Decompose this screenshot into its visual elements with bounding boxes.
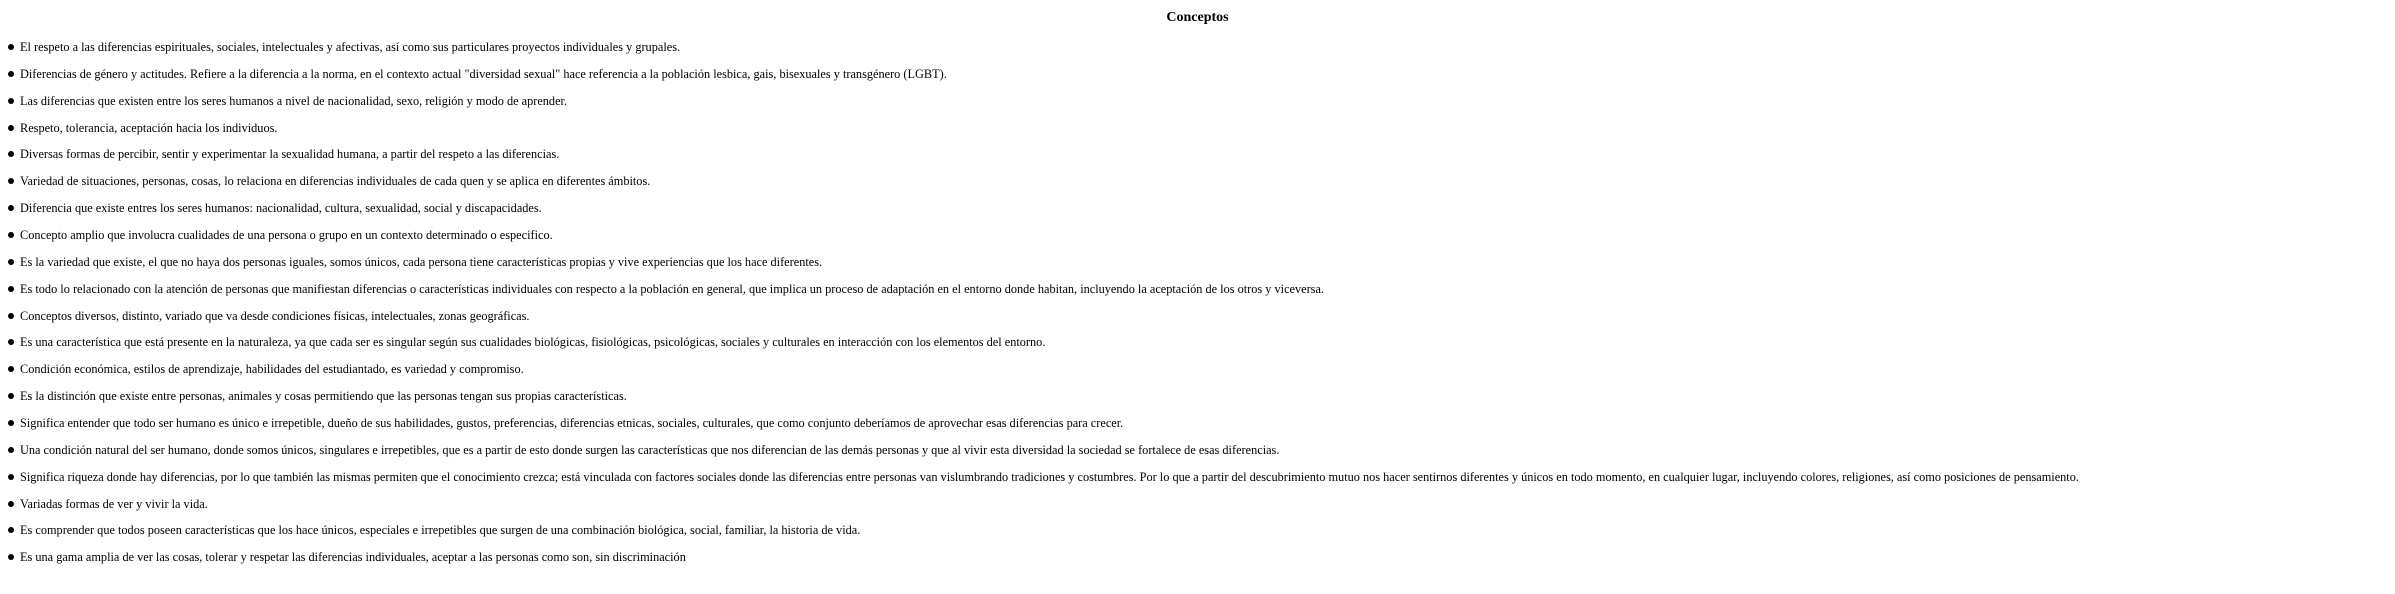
list-item-text: Es la distinción que existe entre personas, animales y cosas permitiendo que las personas tengan sus propias características. (20, 389, 627, 404)
list-item-text: Diferencias de género y actitudes. Refiere a la diferencia a la norma, en el contexto actual "diversidad sexual" hace referencia a la población lesbica, gais, bisexuales y transgénero (LGBT). (20, 66, 947, 81)
list-item (8, 226, 553, 244)
bullet-icon (8, 474, 14, 480)
bullet-icon (8, 232, 14, 238)
bullet-icon (8, 151, 14, 157)
list-item (8, 253, 822, 271)
list-item-text: Respeto, tolerancia, aceptación hacia los individuos. (20, 120, 278, 135)
bullet-icon (8, 420, 14, 426)
bullet-icon (8, 44, 14, 50)
list-item (8, 92, 567, 110)
list-item (8, 172, 650, 190)
list-item-text: Es comprender que todos poseen características que los hace únicos, especiales e irrepetibles que surgen de una combinación biológica, social, familiar, la historia de vida. (20, 523, 861, 538)
list-item (8, 280, 1324, 298)
list-item-text: Diversas formas de percibir, sentir y experimentar la sexualidad humana, a partir del respeto a las diferencias. (20, 147, 560, 162)
bullet-icon (8, 501, 14, 507)
bullet-icon (8, 98, 14, 104)
bullet-icon (8, 527, 14, 533)
bullet-icon (8, 178, 14, 184)
list-item (8, 145, 559, 163)
list-item (8, 468, 2079, 486)
list-item-text: Es una gama amplia de ver las cosas, tolerar y respetar las diferencias individuales, aceptar a las personas como son, sin discriminación (20, 550, 686, 565)
list-item-text: Condición económica, estilos de aprendizaje, habilidades del estudiantado, es variedad y compromiso. (20, 362, 524, 377)
bullet-icon (8, 205, 14, 211)
list-item (8, 441, 1279, 459)
list-item (8, 199, 542, 217)
list-item (8, 38, 680, 56)
bullet-icon (8, 393, 14, 399)
bullet-icon (8, 71, 14, 77)
list-item (8, 360, 524, 378)
list-item-text: Es todo lo relacionado con la atención de personas que manifiestan diferencias o características individuales con respecto a la población en general, que implica un proceso de adaptación en el entorno donde habitan, incluyendo la aceptación de los otros y viceversa. (20, 281, 1324, 296)
bullet-icon (8, 447, 14, 453)
list-item (8, 307, 530, 325)
list-item-text: Significa entender que todo ser humano es único e irrepetible, dueño de sus habilidades, gustos, preferencias, diferencias etnicas, sociales, culturales, que como conjunto deberíamos de aprovechar esas diferencias para crecer. (20, 415, 1124, 430)
list-item (8, 414, 1123, 432)
list-item-text: Variedad de situaciones, personas, cosas, lo relaciona en diferencias individuales de cada quen y se aplica en diferentes ámbitos. (20, 174, 651, 189)
list-item (8, 521, 860, 539)
list-item-text: Es la variedad que existe, el que no haya dos personas iguales, somos únicos, cada persona tiene características propias y vive experiencias que los hace diferentes. (20, 254, 823, 269)
bullet-icon (8, 286, 14, 292)
list-item (8, 65, 947, 83)
list-item-text: Diferencia que existe entres los seres humanos: nacionalidad, cultura, sexualidad, social y discapacidades. (20, 201, 542, 216)
list-item-text: Es una característica que está presente en la naturaleza, ya que cada ser es singular según sus cualidades biológicas, fisiológicas, psicológicas, sociales y culturales en interacción con los elementos del entorno. (20, 335, 1046, 350)
list-item (8, 119, 277, 137)
bullet-icon (8, 313, 14, 319)
list-item-text: Las diferencias que existen entre los seres humanos a nivel de nacionalidad, sexo, religión y modo de aprender. (20, 93, 568, 108)
bullet-icon (8, 125, 14, 131)
list-item (8, 387, 627, 405)
bullet-icon (8, 366, 14, 372)
bullet-icon (8, 339, 14, 345)
list-item (8, 333, 1045, 351)
list-item-text: Variadas formas de ver y vivir la vida. (20, 496, 208, 511)
list-item (8, 548, 686, 566)
list-item-text: Conceptos diversos, distinto, variado que va desde condiciones físicas, intelectuales, zonas geográficas. (20, 308, 530, 323)
list-item (8, 495, 208, 513)
list-item-text: Una condición natural del ser humano, donde somos únicos, singulares e irrepetibles, que es a partir de esto donde surgen las características que nos diferencian de las demás personas y que al vivir esta diversidad la sociedad se fortalece de esas diferencias. (20, 442, 1280, 457)
list-item-text: Significa riqueza donde hay diferencias, por lo que también las mismas permiten que el conocimiento crezca; está vinculada con factores sociales donde las diferencias entre personas van vislumbrando tradiciones y costumbres. Por lo que a partir del descubrimiento mutuo nos hacer sentirnos diferentes y únicos en todo momento, en cualquier lugar, incluyendo colores, religiones, así como posiciones de pensamiento. (20, 469, 2079, 484)
document-title: Conceptos (1166, 10, 1229, 25)
bullet-icon (8, 259, 14, 265)
list-item-text: Concepto amplio que involucra cualidades de una persona o grupo en un contexto determinado o especifico. (20, 228, 553, 242)
list-item-text: El respeto a las diferencias espirituales, sociales, intelectuales y afectivas, así como sus particulares proyectos individuales y grupales. (20, 40, 681, 54)
bullet-icon (8, 554, 14, 560)
